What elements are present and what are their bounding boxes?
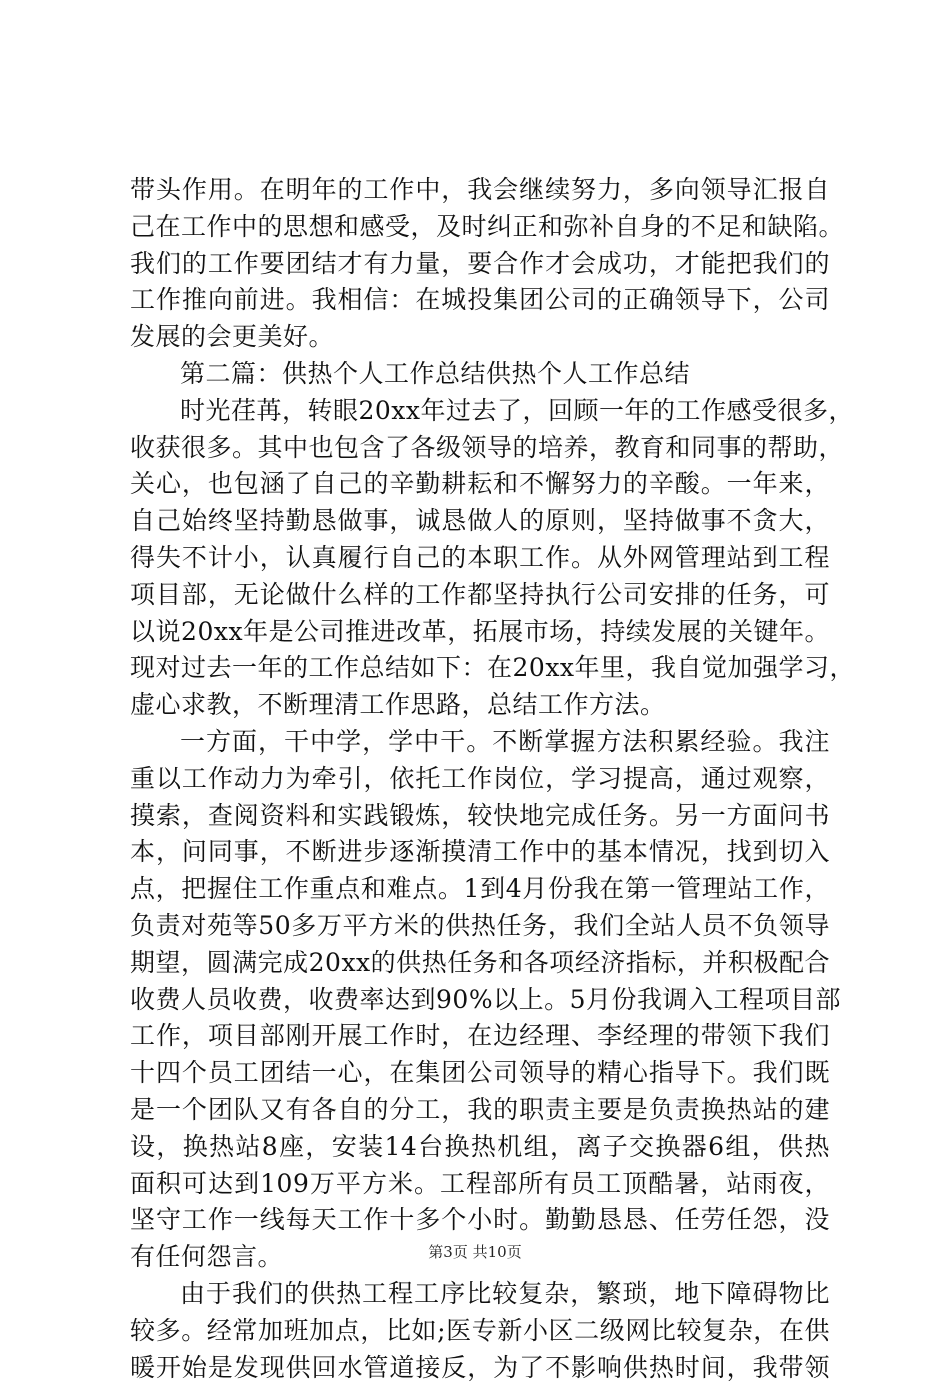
- text-line: 暖开始是发现供回水管道接反，为了不影响供热时间，我带领: [130, 1350, 830, 1386]
- text-line: 自己始终坚持勤恳做事，诚恳做人的原则，坚持做事不贪大，: [130, 503, 830, 540]
- text-line: 十四个员工团结一心，在集团公司领导的精心指导下。我们既: [130, 1055, 830, 1092]
- text-line: 关心，也包涵了自己的辛勤耕耘和不懈努力的辛酸。一年来，: [130, 466, 830, 503]
- text-line: 面积可达到109万平方米。工程部所有员工顶酷暑，站雨夜，: [130, 1166, 830, 1203]
- text-line: 一方面，干中学，学中干。不断掌握方法积累经验。我注: [130, 724, 830, 761]
- text-line: 以说20xx年是公司推进改革，拓展市场，持续发展的关键年。: [130, 614, 830, 651]
- text-line: 第二篇：供热个人工作总结供热个人工作总结: [130, 356, 830, 393]
- text-line: 现对过去一年的工作总结如下：在20xx年里，我自觉加强学习，: [130, 650, 830, 687]
- text-line: 收获很多。其中也包含了各级领导的培养，教育和同事的帮助，: [130, 430, 830, 467]
- text-line: 工作，项目部刚开展工作时，在边经理、李经理的带领下我们: [130, 1018, 830, 1055]
- text-line: 是一个团队又有各自的分工，我的职责主要是负责换热站的建: [130, 1092, 830, 1129]
- text-line: 有任何怨言。: [130, 1239, 830, 1276]
- text-line: 点，把握住工作重点和难点。1到4月份我在第一管理站工作，: [130, 871, 830, 908]
- page-footer: 第3页 共10页: [0, 1242, 950, 1262]
- text-line: 期望，圆满完成20xx的供热任务和各项经济指标，并积极配合: [130, 945, 830, 982]
- text-line: 负责对苑等50多万平方米的供热任务，我们全站人员不负领导: [130, 908, 830, 945]
- text-line: 己在工作中的思想和感受，及时纠正和弥补自身的不足和缺陷。: [130, 209, 830, 246]
- document-body: [130, 172, 830, 1386]
- text-line: 设，换热站8座，安装14台换热机组，离子交换器6组，供热: [130, 1129, 830, 1166]
- text-line: 得失不计小，认真履行自己的本职工作。从外网管理站到工程: [130, 540, 830, 577]
- text-line: 较多。经常加班加点，比如;医专新小区二级网比较复杂，在供: [130, 1313, 830, 1350]
- text-line: 收费人员收费，收费率达到90%以上。5月份我调入工程项目部: [130, 982, 830, 1019]
- text-line: 时光荏苒，转眼20xx年过去了，回顾一年的工作感受很多，: [130, 393, 830, 430]
- text-line: 重以工作动力为牵引，依托工作岗位，学习提高，通过观察，: [130, 761, 830, 798]
- text-line: 虚心求教，不断理清工作思路，总结工作方法。: [130, 687, 830, 724]
- text-line: 发展的会更美好。: [130, 319, 830, 356]
- text-line: 由于我们的供热工程工序比较复杂，繁琐，地下障碍物比: [130, 1276, 830, 1313]
- text-line: 摸索，查阅资料和实践锻炼，较快地完成任务。另一方面问书: [130, 798, 830, 835]
- text-line: 我们的工作要团结才有力量，要合作才会成功，才能把我们的: [130, 246, 830, 283]
- text-line: 项目部，无论做什么样的工作都坚持执行公司安排的任务，可: [130, 577, 830, 614]
- text-line: 本，问同事，不断进步逐渐摸清工作中的基本情况，找到切入: [130, 834, 830, 871]
- text-line: 带头作用。在明年的工作中，我会继续努力，多向领导汇报自: [130, 172, 830, 209]
- text-line: 工作推向前进。我相信：在城投集团公司的正确领导下，公司: [130, 282, 830, 319]
- text-line: 坚守工作一线每天工作十多个小时。勤勤恳恳、任劳任怨，没: [130, 1202, 830, 1239]
